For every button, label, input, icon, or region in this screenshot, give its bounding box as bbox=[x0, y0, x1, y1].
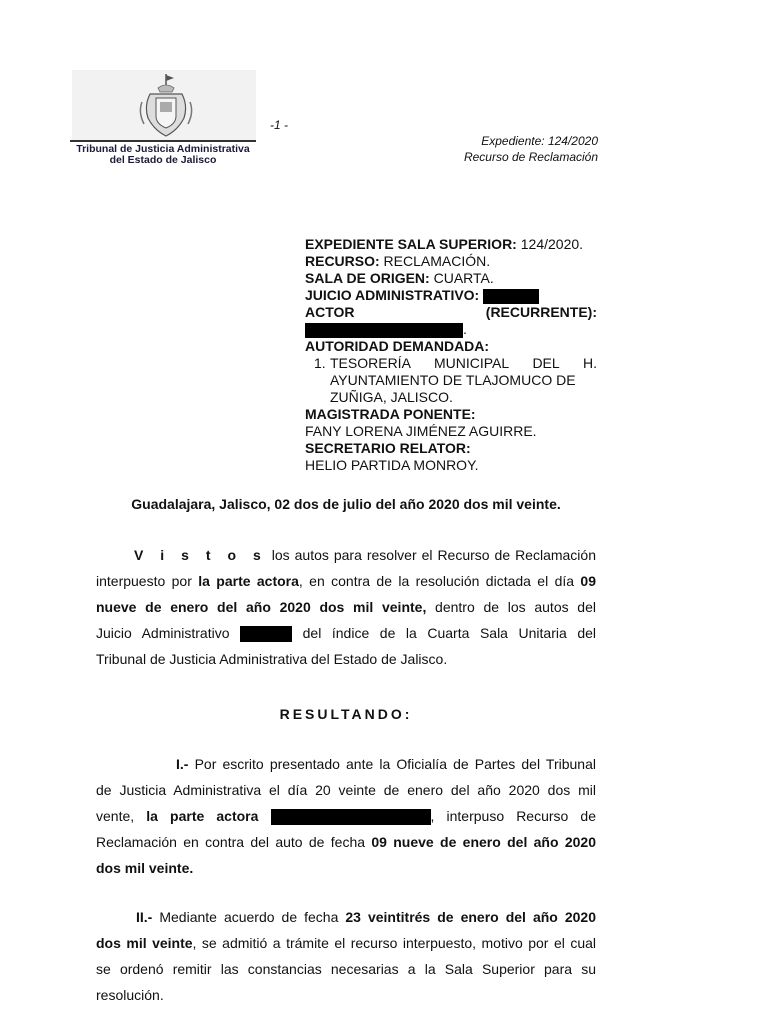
para2-line-3: se ordenó remitir las constancias necesarias a la Sala Superior para su bbox=[96, 961, 596, 977]
org-line-2: del Estado de Jalisco bbox=[109, 154, 217, 166]
logo-divider bbox=[70, 140, 256, 142]
redaction-box bbox=[240, 626, 292, 642]
para1-line-5: dos mil veinte. bbox=[96, 860, 194, 876]
vistos-paragraph bbox=[96, 542, 596, 672]
redaction-box bbox=[483, 289, 539, 304]
recurso-type: Recurso de Reclamación bbox=[463, 150, 598, 164]
para2-line-1: II.- Mediante acuerdo de fecha 23 veintitrés de enero del año 2020 bbox=[136, 909, 596, 925]
caption-actor: ACTOR (RECURRENTE): bbox=[305, 304, 597, 320]
tribunal-name bbox=[70, 144, 256, 166]
vistos-line-4: Juicio Administrativo del índice de la Cuarta Sala Unitaria del bbox=[96, 625, 597, 641]
resultando-paragraph-1 bbox=[96, 751, 596, 881]
caption-secretario: SECRETARIO RELATOR: bbox=[305, 440, 471, 456]
org-line-1: Tribunal de Justicia Administrativa bbox=[76, 143, 250, 155]
case-caption bbox=[305, 236, 597, 474]
expediente-number: Expediente: 124/2020 bbox=[481, 134, 598, 148]
vistos-line-5: Tribunal de Justicia Administrativa del Estado de Jalisco. bbox=[96, 651, 448, 667]
para2-line-2: dos mil veinte, se admitió a trámite el recurso interpuesto, motivo por el cual bbox=[96, 935, 597, 951]
caption-expediente: EXPEDIENTE SALA SUPERIOR: 124/2020. bbox=[305, 236, 584, 252]
para1-line-2: de Justicia Administrativa el día 20 veinte de enero del año 2020 dos mil bbox=[96, 782, 596, 798]
redaction-box bbox=[305, 323, 463, 338]
tribunal-logo bbox=[70, 70, 260, 180]
redaction-box bbox=[271, 809, 431, 825]
para1-line-1: I.- Por escrito presentado ante la Oficialía de Partes del Tribunal bbox=[176, 756, 596, 772]
caption-actor-name: . bbox=[305, 321, 597, 338]
vistos-line-3: nueve de enero del año 2020 dos mil veinte, dentro de los autos del bbox=[96, 599, 596, 615]
caption-autoridad: AUTORIDAD DEMANDADA: bbox=[305, 338, 490, 354]
date-line: Guadalajara, Jalisco, 02 dos de julio del año 2020 dos mil veinte. bbox=[131, 496, 561, 512]
caption-sala: SALA DE ORIGEN: CUARTA. bbox=[305, 270, 494, 286]
caption-magistrada: MAGISTRADA PONENTE: bbox=[305, 406, 476, 422]
resultando-paragraph-2 bbox=[96, 904, 596, 1008]
page-number: -1 - bbox=[270, 118, 288, 132]
resultando-heading: RESULTANDO: bbox=[279, 706, 413, 722]
caption-autoridad-item: 1. TESORERÍA MUNICIPAL DEL H. AYUNTAMIENTO DE TLAJOMUCO DE ZUÑIGA, JALISCO. bbox=[314, 355, 597, 405]
para1-line-3: vente, la parte actora , interpuso Recurso de bbox=[96, 808, 597, 824]
vistos-line-2: interpuesto por la parte actora, en contra de la resolución dictada el día 09 bbox=[96, 573, 596, 589]
para1-line-4: Reclamación en contra del auto de fecha 09 nueve de enero del año 2020 bbox=[96, 834, 596, 850]
caption-secretario-name: HELIO PARTIDA MONROY. bbox=[305, 457, 479, 473]
caption-recurso: RECURSO: RECLAMACIÓN. bbox=[305, 253, 491, 269]
vistos-line-1: V i s t o s los autos para resolver el Recurso de Reclamación bbox=[134, 547, 596, 563]
caption-juicio: JUICIO ADMINISTRATIVO: bbox=[305, 287, 597, 304]
jalisco-crest-icon bbox=[136, 72, 196, 140]
expediente-header bbox=[358, 133, 598, 165]
para2-line-4: resolución. bbox=[96, 987, 164, 1003]
caption-magistrada-name: FANY LORENA JIMÉNEZ AGUIRRE. bbox=[305, 423, 537, 439]
